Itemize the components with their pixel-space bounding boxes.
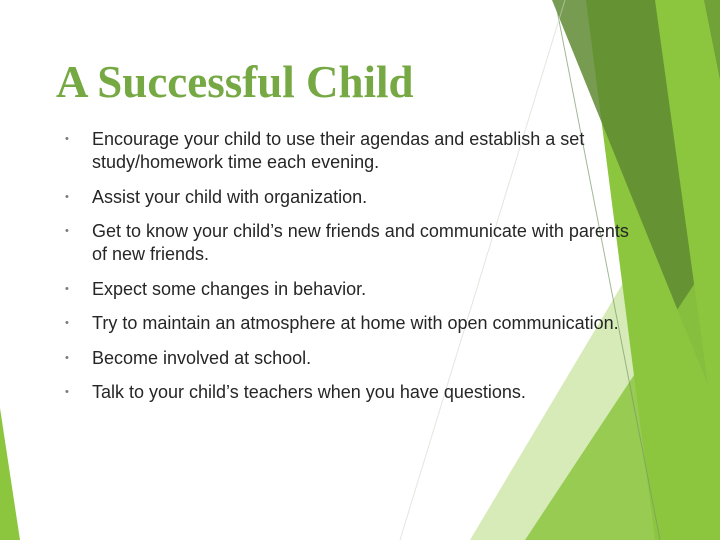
bullet-dot-icon: • <box>65 190 69 203</box>
slide-title: A Successful Child <box>56 57 414 107</box>
bullet-text: Encourage your child to use their agendas and establish a set study/homework time each evening. <box>92 129 585 172</box>
bullet-dot-icon: • <box>65 317 69 329</box>
bullet-text: Talk to your child’s teachers when you have questions. <box>92 382 526 402</box>
bullet-text: Get to know your child’s new friends and communicate with parents of new friends. <box>92 221 629 264</box>
bullet-dot-icon: • <box>65 282 69 295</box>
bullet-item <box>62 347 642 370</box>
bullet-item <box>62 381 642 404</box>
bullet-text: Try to maintain an atmosphere at home with open communication. <box>92 313 619 333</box>
bullet-item <box>62 186 642 209</box>
bullet-item <box>62 128 642 174</box>
bullet-dot-icon: • <box>65 386 69 398</box>
bullet-text: Assist your child with organization. <box>92 186 368 207</box>
bullet-dot-icon: • <box>65 133 69 145</box>
left-edge-accent-shape <box>0 408 20 540</box>
bullet-list <box>62 128 642 416</box>
bullet-item <box>62 278 642 301</box>
bullet-item <box>62 220 642 266</box>
bullet-text: Expect some changes in behavior. <box>92 278 367 299</box>
bullet-text: Become involved at school. <box>92 347 312 368</box>
bullet-item <box>62 312 642 335</box>
bullet-dot-icon: • <box>65 225 69 237</box>
bullet-dot-icon: • <box>65 351 69 364</box>
